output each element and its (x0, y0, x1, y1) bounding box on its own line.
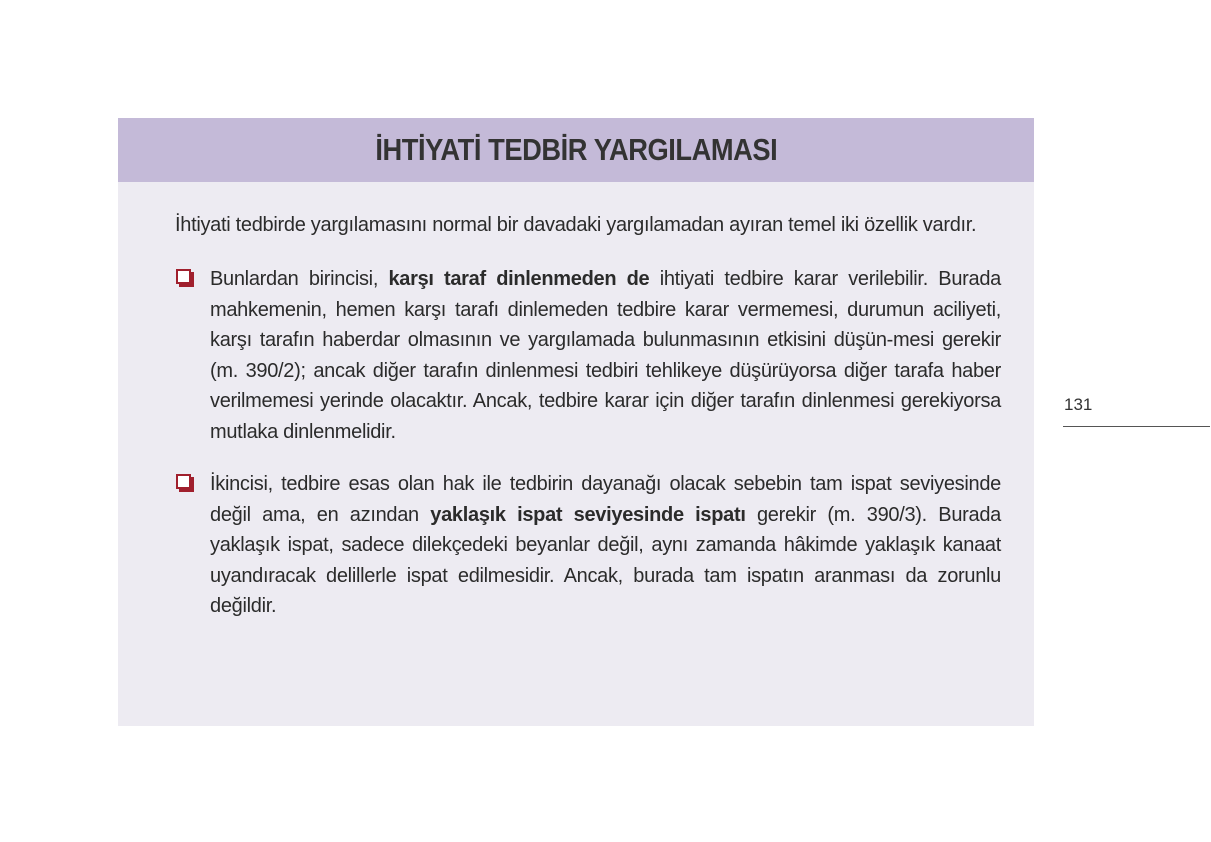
page-number: 131 (1064, 395, 1093, 414)
page-title: İHTİYATİ TEDBİR YARGILAMASI (375, 132, 777, 167)
panel-header (118, 118, 1034, 182)
bullet-list (175, 264, 1001, 622)
panel-body (175, 210, 1001, 644)
checkbox-square-icon (176, 269, 191, 284)
item-text-bold: karşı taraf dinlenmeden de (388, 268, 650, 290)
list-item (175, 469, 1001, 622)
item-text-before: Bunlardan birincisi, (210, 268, 389, 290)
list-item (175, 264, 1001, 447)
content-panel (118, 118, 1034, 726)
page-number-divider (1063, 426, 1210, 427)
checkbox-square-icon (176, 474, 191, 489)
item-text-after: ihtiyati tedbire karar verilebilir. Burada mahkemenin, hemen karşı tarafı dinlemeden tedbire karar vermemesi, durumun aciliyeti, karşı tarafın haberdar olmasının ve yargılamada bulunmasının etkisini düşün-mesi gerekir (m. 390/2); ancak diğer tarafın dinlenmesi tedbiri tehlikeye düşürüyorsa diğer tarafa haber verilmemesi yerinde olacaktır. Ancak, tedbire karar için diğer tarafın dinlenmesi gerekiyorsa mutlaka dinlenmelidir. (210, 268, 1001, 443)
item-text-bold: yaklaşık ispat seviyesinde ispatı (430, 503, 746, 526)
intro-paragraph: İhtiyati tedbirde yargılamasını normal bir davadaki yargılamadan ayıran temel iki özellik vardır. (175, 214, 977, 236)
item-text-after: gerekir (m. 390/3). Burada yaklaşık ispat, sadece dilekçedeki beyanlar değil, aynı zamanda hâkimde yaklaşık kanaat uyandıracak delillerle ispat edilmesidir. Ancak, burada tam ispatın aranması da zorunlu değildir. (210, 503, 1001, 617)
item-text-before: İkincisi, tedbire esas olan hak ile tedbirin dayanağı olacak sebebin tam ispat seviyesinde değil ama, en azından (210, 473, 1001, 526)
